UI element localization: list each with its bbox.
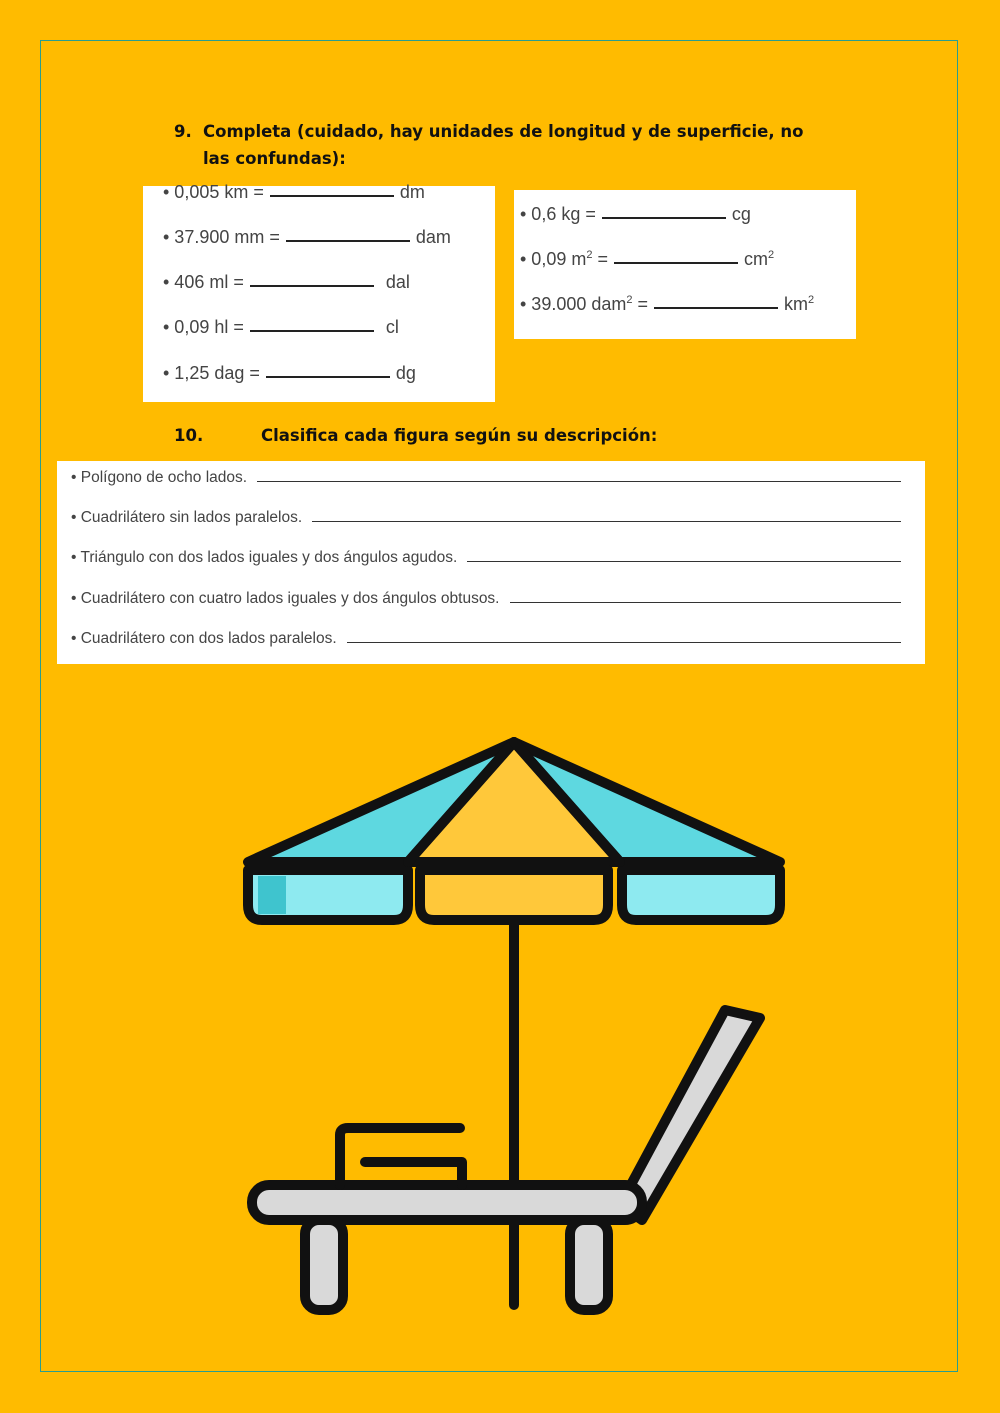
conversion-unit: dal — [385, 272, 410, 292]
figure-description: • Cuadrilátero sin lados paralelos. — [71, 509, 303, 526]
answer-blank[interactable] — [250, 329, 374, 332]
question-9-number: 9. — [174, 122, 192, 141]
figure-description-row — [71, 590, 901, 608]
answer-line[interactable] — [347, 641, 901, 643]
conversion-expression: • 0,6 kg = — [520, 204, 596, 224]
conversion-expression: • 1,25 dag = — [163, 363, 260, 383]
answer-line[interactable] — [510, 601, 902, 603]
conversion-expression: • 37.900 mm = — [163, 227, 280, 247]
answer-line[interactable] — [257, 480, 901, 482]
conversion-box-right — [514, 190, 856, 339]
conversion-expression: • 39.000 dam$^2$ = — [520, 294, 649, 314]
answer-blank[interactable] — [250, 284, 374, 287]
conversion-unit: dg — [395, 363, 416, 383]
conversion-expression: • 406 ml = — [163, 272, 244, 292]
umbrella-flap-shade — [258, 876, 286, 914]
answer-blank[interactable] — [614, 261, 738, 264]
lounger-leg — [305, 1220, 343, 1310]
lounger-pillow — [340, 1128, 462, 1185]
conversion-unit: $km^2$ — [784, 294, 815, 314]
answer-blank[interactable] — [654, 306, 778, 309]
answer-blank[interactable] — [286, 239, 410, 242]
figure-description-row — [71, 469, 901, 487]
conversion-row — [163, 182, 425, 203]
conversion-unit: cg — [731, 204, 751, 224]
conversion-expression: • 0,09 $m^2$ = — [520, 249, 608, 269]
lounger-leg — [570, 1220, 608, 1310]
umbrella-flap — [420, 870, 608, 920]
question-9-heading — [174, 118, 824, 172]
answer-line[interactable] — [467, 560, 901, 562]
figure-description-row — [71, 509, 901, 527]
answer-blank[interactable] — [602, 216, 726, 219]
umbrella-flap — [622, 870, 780, 920]
question-10-text: Clasifica cada figura según su descripción: — [261, 426, 658, 445]
conversion-unit: $cm^2$ — [743, 249, 775, 269]
conversion-box-left — [143, 182, 495, 402]
question-9-text: Completa (cuidado, hay unidades de longitud y de superficie, no las confundas): — [203, 122, 804, 168]
conversion-expression: • 0,09 hl = — [163, 317, 244, 337]
conversion-row — [163, 272, 410, 293]
figure-description: • Polígono de ocho lados. — [71, 469, 248, 486]
figures-box — [57, 461, 925, 664]
question-10-number: 10. — [174, 426, 204, 445]
conversion-unit: dam — [415, 227, 451, 247]
conversion-row — [520, 294, 814, 315]
answer-line[interactable] — [312, 520, 901, 522]
question-10-heading — [174, 422, 774, 449]
conversion-row — [520, 249, 774, 270]
conversion-row — [163, 227, 451, 248]
figure-description: • Cuadrilátero con cuatro lados iguales y dos ángulos obtusos. — [71, 590, 500, 607]
figure-description-row — [71, 630, 901, 648]
figure-description-row — [71, 549, 901, 567]
answer-blank[interactable] — [270, 194, 394, 197]
figure-description: • Triángulo con dos lados iguales y dos ángulos agudos. — [71, 549, 458, 566]
conversion-row — [520, 204, 751, 225]
answer-blank[interactable] — [266, 375, 390, 378]
conversion-unit: dm — [399, 182, 425, 202]
conversion-expression: • 0,005 km = — [163, 182, 264, 202]
conversion-row — [163, 317, 399, 338]
beach-umbrella-lounger-icon — [230, 730, 800, 1320]
figure-description: • Cuadrilátero con dos lados paralelos. — [71, 630, 337, 647]
lounger-seat — [252, 1185, 642, 1220]
conversion-row — [163, 363, 416, 384]
conversion-unit: cl — [385, 317, 399, 337]
